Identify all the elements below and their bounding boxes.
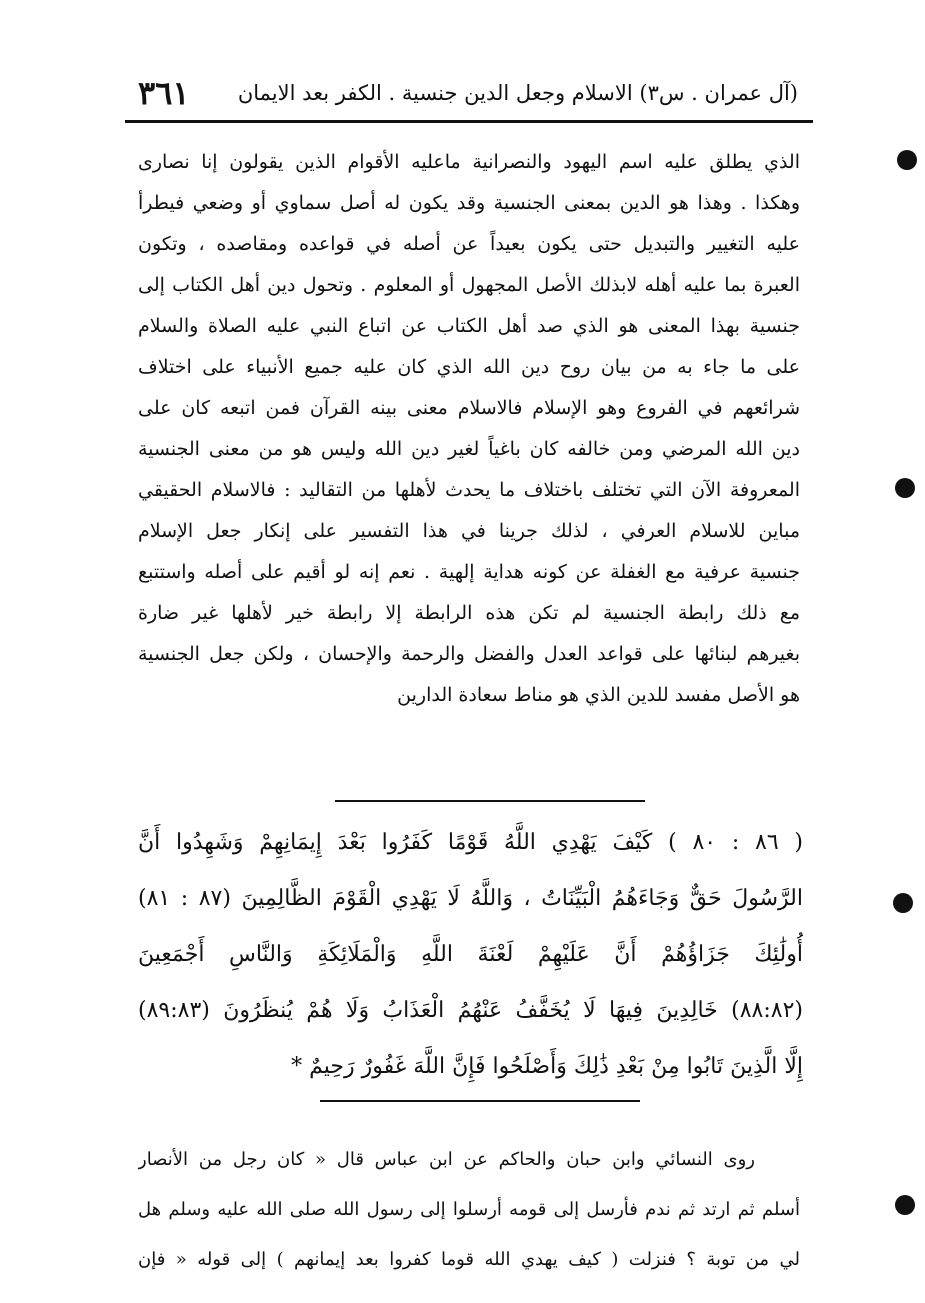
- verse-line: الرَّسُولَ حَقٌّ وَجَاءَهُمُ الْبَيِّنَاتُ ، وَاللَّهُ لَا يَهْدِي الْقَوْمَ الظَّالِمِينَ (٨٧ : ٨١): [138, 886, 803, 911]
- header-rule: [125, 120, 813, 123]
- page-header: [138, 70, 798, 116]
- binding-hole: [893, 893, 913, 913]
- text-line: دين الله المرضي ومن خالفه كان باغياً لغير دين الله وليس هو من معنى الجنسية: [138, 438, 800, 460]
- text-line: مباين للاسلام العرفي ، لذلك جرينا في هذا التفسير على إنكار جعل الإسلام: [138, 520, 800, 542]
- binding-hole: [895, 478, 915, 498]
- text-line: على ما جاء به من بيان روح دين الله الذي كان عليه جميع الأنبياء على اختلاف: [138, 356, 800, 378]
- text-line: روى النسائي وابن حبان والحاكم عن ابن عباس قال « كان رجل من الأنصار: [138, 1149, 755, 1170]
- text-line: الذي يطلق عليه اسم اليهود والنصرانية ماعليه الأقوام الذين يقولون إنا نصارى: [138, 151, 800, 173]
- verse-line: أُولَٰئِكَ جَزَاؤُهُمْ أَنَّ عَلَيْهِمْ لَعْنَةَ اللَّهِ وَالْمَلَائِكَةِ وَالنَّاسِ أَجْمَعِينَ: [138, 942, 803, 967]
- verse-line: ( ٨٦ : ٨٠ ) كَيْفَ يَهْدِي اللَّهُ قَوْمًا كَفَرُوا بَعْدَ إِيمَانِهِمْ وَشَهِدُوا أَنَّ: [138, 830, 803, 855]
- binding-hole: [897, 150, 917, 170]
- text-line: العبرة بما عليه أهله لابذلك الأصل المجهول أو المعلوم . وتحول دين أهل الكتاب إلى: [138, 274, 800, 296]
- text-line: المعروفة الآن التي تختلف باختلاف ما يحدث لأهلها من التقاليد : فالاسلام الحقيقي: [138, 479, 800, 501]
- quran-verses: [138, 815, 803, 1095]
- running-title: (آل عمران . س٣) الاسلام وجعل الدين جنسية . الكفر بعد الايمان: [237, 81, 798, 105]
- text-line: بغيرهم لبنائها على قواعد العدل والفضل والرحمة والإحسان ، ولكن جعل الجنسية: [138, 643, 800, 665]
- binding-hole: [895, 1195, 915, 1215]
- text-line: هو الأصل مفسد للدين الذي هو مناط سعادة الدارين: [397, 684, 800, 706]
- commentary-text: [138, 142, 800, 716]
- text-line: مع ذلك رابطة الجنسية لم تكن هذه الرابطة إلا رابطة خير لأهلها غير ضارة: [138, 602, 800, 624]
- text-line: وهكذا . وهذا هو الدين بمعنى الجنسية وقد يكون له أصل سماوي أو وضعي فيطرأ: [138, 192, 800, 214]
- verse-line: (٨٨:٨٢) خَالِدِينَ فِيهَا لَا يُخَفَّفُ عَنْهُمُ الْعَذَابُ وَلَا هُمْ يُنظَرُونَ (٨٩:٨٣): [138, 998, 803, 1023]
- page-number: ٣٦١: [138, 74, 190, 112]
- section-divider: [335, 800, 645, 802]
- verse-line: إِلَّا الَّذِينَ تَابُوا مِنْ بَعْدِ ذَٰلِكَ وَأَصْلَحُوا فَإِنَّ اللَّهَ غَفُورٌ رَحِيمٌ *: [291, 1054, 803, 1079]
- text-line: لي من توبة ؟ فنزلت ( كيف يهدي الله قوما كفروا بعد إيمانهم ) إلى قوله « فإن: [138, 1249, 800, 1270]
- section-divider: [320, 1100, 640, 1102]
- text-line: شرائعهم في الفروع وهو الإسلام فالاسلام معنى بينه القرآن فمن اتبعه كان على: [138, 397, 800, 419]
- text-line: أسلم ثم ارتد ثم ندم فأرسل إلى قومه أرسلوا إلى رسول الله صلى الله عليه وسلم هل: [138, 1199, 800, 1220]
- text-line: جنسية عرفية مع الغفلة عن كونه هداية إلهية . نعم إنه لو أقيم على أصله واستتبع: [138, 561, 800, 583]
- text-line: عليه التغيير والتبديل حتى يكون بعيداً عن أصله في قواعده ومقاصده ، وتكون: [138, 233, 800, 255]
- text-line: جنسية بهذا المعنى هو الذي صد أهل الكتاب عن اتباع النبي عليه الصلاة والسلام: [138, 315, 800, 337]
- narration-text: [138, 1135, 800, 1285]
